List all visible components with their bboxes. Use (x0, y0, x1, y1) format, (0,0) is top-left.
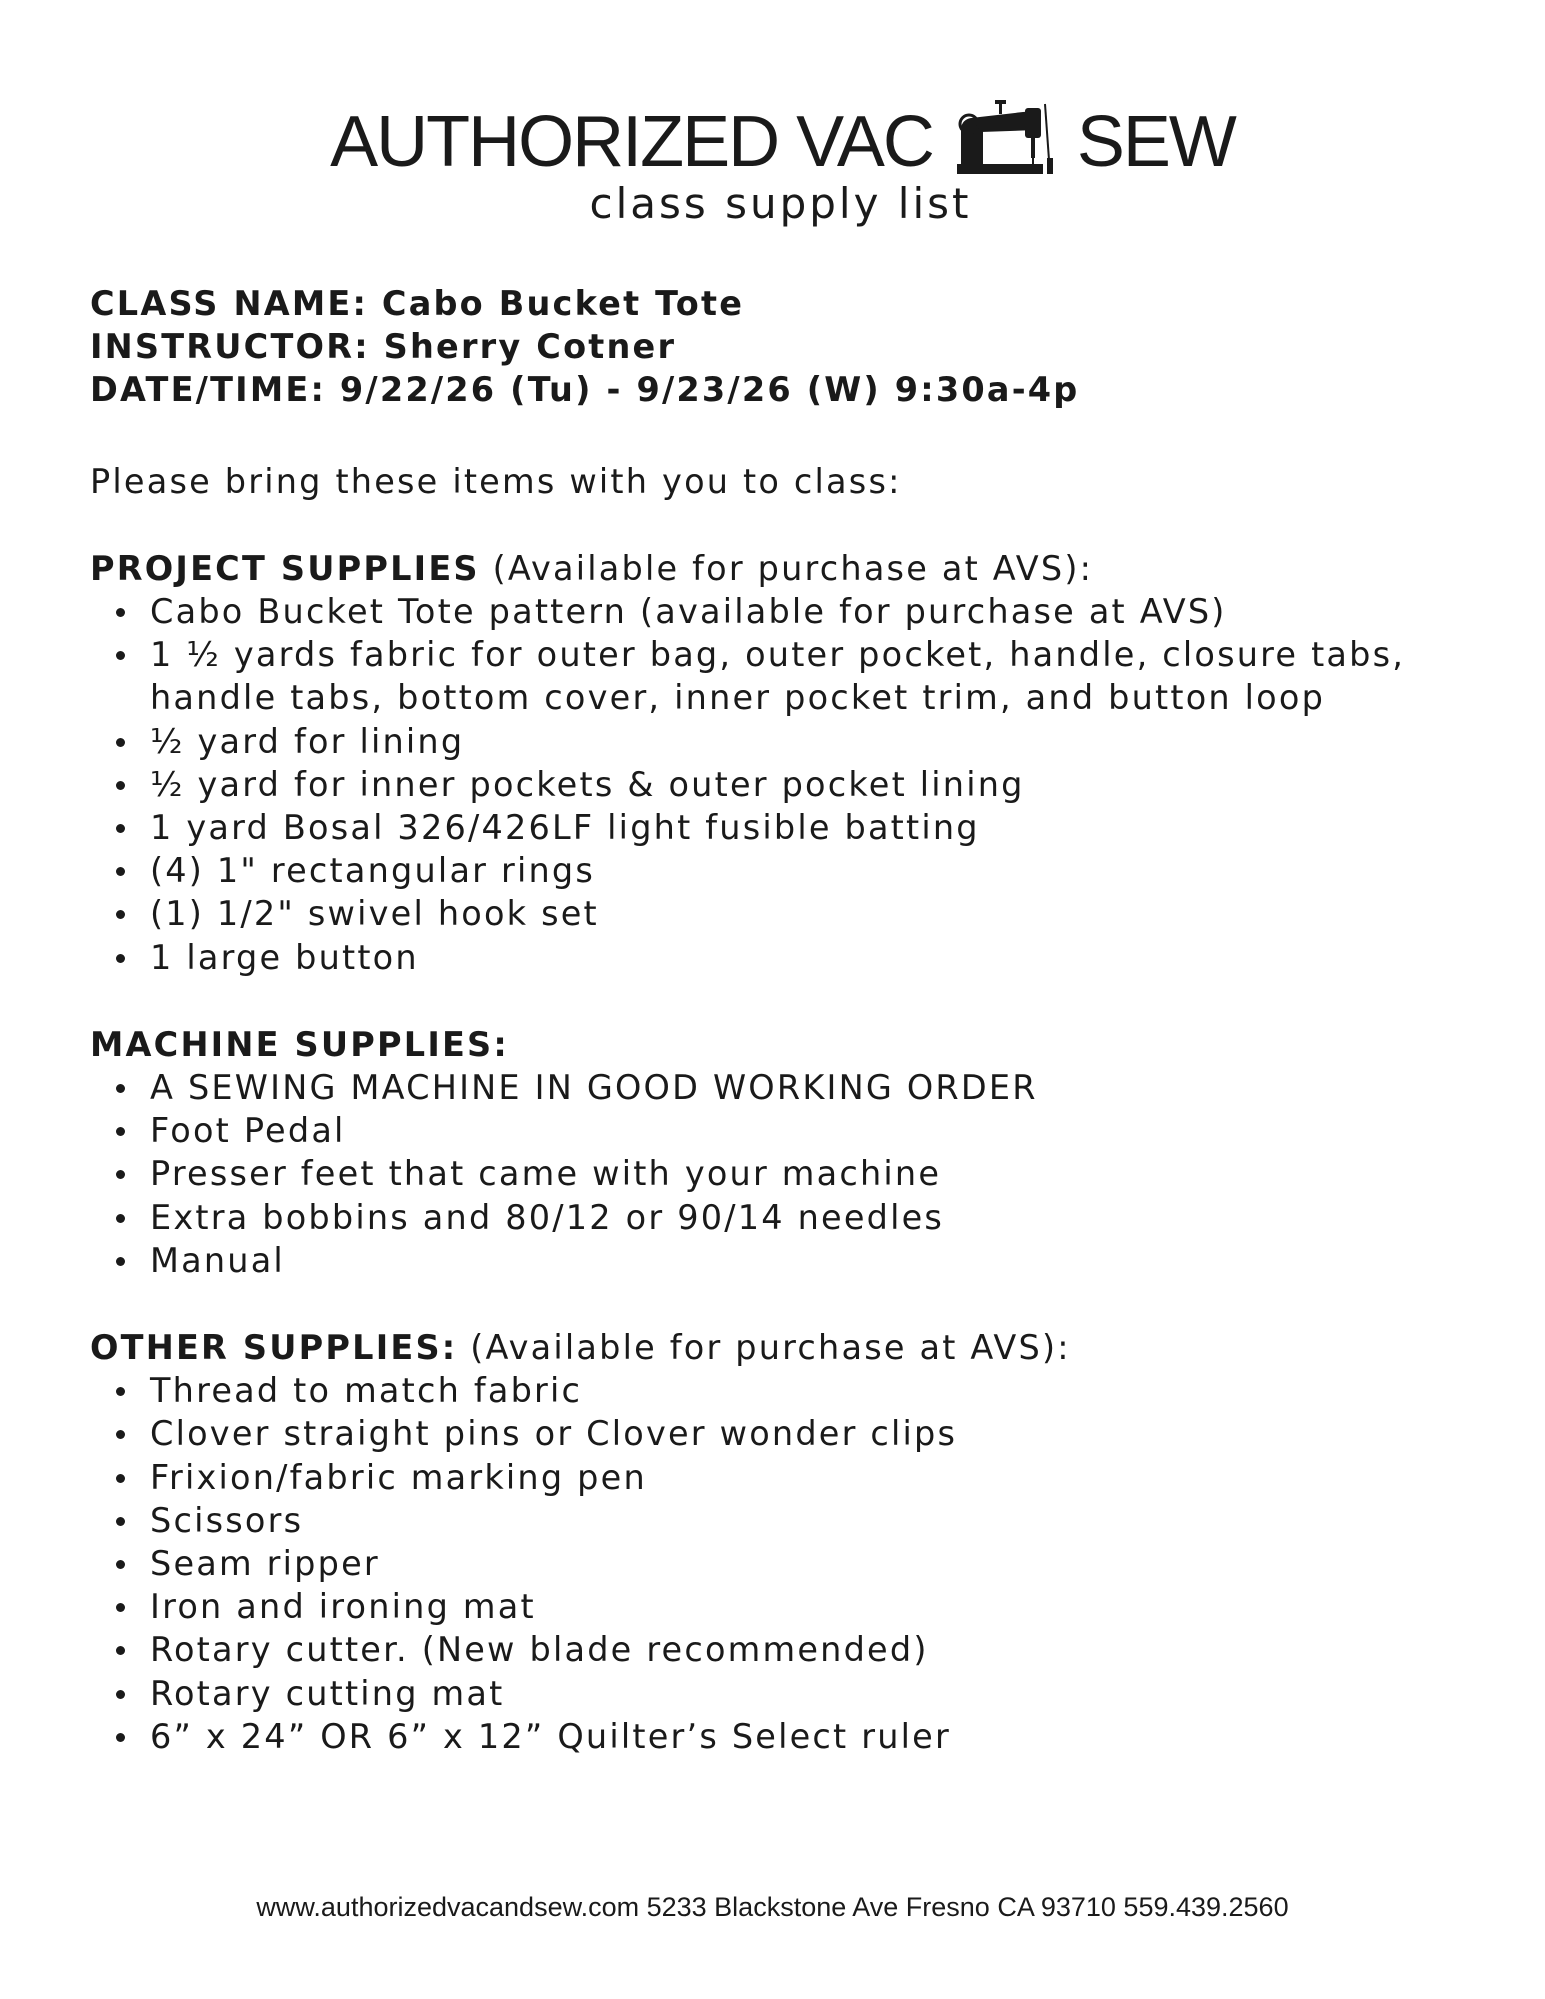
other-supplies-note: (Available for purchase at AVS): (457, 1328, 1071, 1368)
list-item: Rotary cutting mat (90, 1672, 1490, 1715)
list-item: Extra bobbins and 80/12 or 90/14 needles (90, 1196, 1490, 1239)
list-item: Clover straight pins or Clover wonder clips (90, 1412, 1490, 1455)
class-name: CLASS NAME: Cabo Bucket Tote (90, 284, 745, 323)
machine-supplies-title: MACHINE SUPPLIES: (90, 1024, 509, 1064)
intro-text: Please bring these items with you to class: (90, 461, 902, 501)
other-supplies-title: OTHER SUPPLIES: (90, 1328, 458, 1368)
brand-name-left: AUTHORIZED VAC (330, 102, 933, 182)
list-item: (1) 1/2" swivel hook set (90, 892, 1490, 935)
list-item: 1 ½ yards fabric for outer bag, outer pocket, handle, closure tabs, handle tabs, bottom cover, inner pocket trim, and button loop (90, 633, 1490, 719)
list-item: Presser feet that came with your machine (90, 1152, 1490, 1195)
list-item: Thread to match fabric (90, 1369, 1490, 1412)
date-time: DATE/TIME: 9/22/26 (Tu) - 9/23/26 (W) 9:30a-4p (90, 370, 1080, 410)
project-supplies-title: PROJECT SUPPLIES (90, 548, 480, 588)
list-item: 6” x 24” OR 6” x 12” Quilter’s Select ruler (90, 1715, 1490, 1758)
list-item: Scissors (90, 1499, 1490, 1542)
list-item: Cabo Bucket Tote pattern (available for purchase at AVS) (90, 590, 1490, 633)
list-item: A SEWING MACHINE IN GOOD WORKING ORDER (90, 1066, 1490, 1109)
sewing-machine-icon (953, 100, 1063, 184)
supply-list-content (90, 282, 1490, 1758)
list-item: Rotary cutter. (New blade recommended) (90, 1628, 1490, 1671)
machine-supplies-section (90, 1023, 1490, 1282)
list-item: 1 yard Bosal 326/426LF light fusible batting (90, 806, 1490, 849)
project-supplies-list (90, 590, 1490, 979)
list-item: Frixion/fabric marking pen (90, 1456, 1490, 1499)
list-item: Foot Pedal (90, 1109, 1490, 1152)
other-supplies-heading (90, 1326, 1490, 1369)
list-item: Iron and ironing mat (90, 1585, 1490, 1628)
list-item: ½ yard for inner pockets & outer pocket lining (90, 763, 1490, 806)
brand-name-right: SEW (1076, 102, 1235, 182)
list-item: Seam ripper (90, 1542, 1490, 1585)
list-item: 1 large button (90, 936, 1490, 979)
document-subtitle: class supply list (589, 179, 972, 228)
project-supplies-note: (Available for purchase at AVS): (479, 548, 1094, 588)
list-item: ½ yard for lining (90, 720, 1490, 763)
machine-supplies-heading (90, 1023, 1490, 1066)
list-item: (4) 1" rectangular rings (90, 849, 1490, 892)
project-supplies-section (90, 547, 1490, 979)
project-supplies-heading (90, 547, 1490, 590)
other-supplies-list (90, 1369, 1490, 1758)
instructor: INSTRUCTOR: Sherry Cotner (90, 327, 677, 367)
letterhead (0, 100, 1545, 228)
list-item: Manual (90, 1239, 1490, 1282)
machine-supplies-list (90, 1066, 1490, 1282)
brand-logo (20, 100, 1545, 184)
other-supplies-section (90, 1326, 1490, 1758)
footer-contact: www.authorizedvacandsew.com 5233 Blackstone Ave Fresno CA 93710 559.439.2560 (256, 1892, 1289, 1922)
